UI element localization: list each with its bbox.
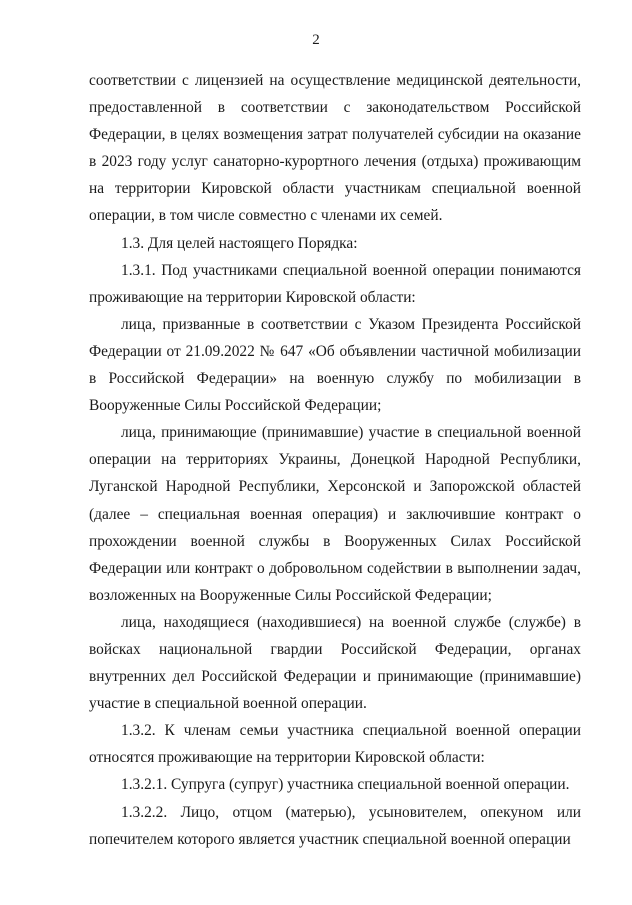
paragraph-mobilized-persons: лица, призванные в соответствии с Указом Президента Российской Федерации от 21.09.2022 № 647 «Об объявлении частичной мобилизации в Российской Федерации» на военную службу по мобилизации в Вооруженные Силы Российской Федерации; (89, 315, 581, 415)
page-number: 2 (312, 32, 320, 48)
paragraph-national-guard: лица, находящиеся (находившиеся) на военной службе (службе) в войсках национальной гвардии Российской Федерации, органах внутренних дел Российской Федерации и принимающие (принимавшие) участие в специальной военной операции. (89, 613, 581, 713)
paragraph-1-3-2-2: 1.3.2.2. Лицо, отцом (матерью), усыновителем, опекуном или попечителем которого является участник специальной военной операции (89, 803, 581, 848)
paragraph-1-3-2-1: 1.3.2.1. Супруга (супруг) участника специальной военной операции. (121, 776, 570, 794)
paragraph-contract-participants: лица, принимающие (принимавшие) участие в специальной военной операции на территориях Украины, Донецкой Народной Республики, Луганской Народной Республики, Херсонской и Запорожской областей (далее – специальная военная операция) и заключившие контракт о прохождении военной службы в Вооруженных Силах Российской Федерации или контракт о добровольном содействии в выполнении задач, возложенных на Вооруженные Силы Российской Федерации; (89, 424, 581, 604)
paragraph-1-3-1: 1.3.1. Под участниками специальной военной операции понимаются проживающие на территории Кировской области: (89, 261, 581, 306)
paragraph-1-3-2: 1.3.2. К членам семьи участника специальной военной операции относятся проживающие на территории Кировской области: (89, 722, 581, 767)
paragraph-subsidy-purpose: соответствии с лицензией на осуществление медицинской деятельности, предоставленной в соответствии с законодательством Российской Федерации, в целях возмещения затрат получателей субсидии на оказание в 2023 году услуг санаторно-курортного лечения (отдыха) проживающим на территории Кировской области участникам специальной военной операции, в том числе совместно с членами их семей. (89, 72, 581, 225)
document-body (89, 67, 581, 853)
paragraph-1-3-heading: 1.3. Для целей настоящего Порядка: (121, 234, 358, 252)
